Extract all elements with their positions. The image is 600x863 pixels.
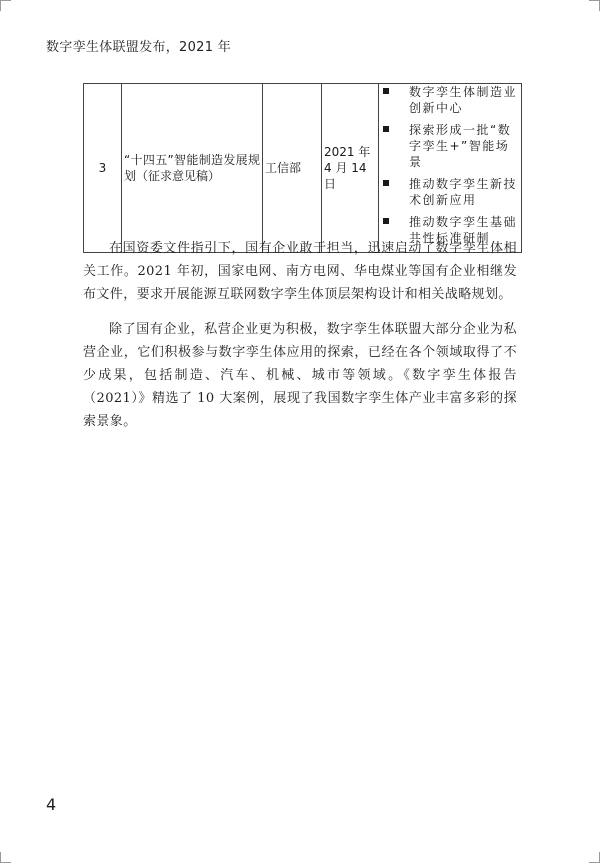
list-item xyxy=(381,122,519,170)
crop-mark-bottom-right xyxy=(589,852,600,863)
list-item-text: 探索形成一批“数字孪生+”智能场景 xyxy=(409,123,512,169)
crop-mark-bottom-left xyxy=(0,852,11,863)
crop-mark-top-right xyxy=(589,0,600,11)
list-item xyxy=(381,84,519,116)
square-bullet-icon xyxy=(383,218,389,224)
table-row xyxy=(84,84,522,253)
key-points-cell xyxy=(379,84,522,253)
square-bullet-icon xyxy=(383,126,389,132)
list-item-text: 推动数字孪生基础共性标准研制 xyxy=(409,215,518,245)
square-bullet-icon xyxy=(383,180,389,186)
policy-table xyxy=(83,83,522,253)
crop-mark-top-left xyxy=(0,0,11,11)
body-paragraph: 除了国有企业，私营企业更为积极，数字孪生体联盟大部分企业为私营企业，它们积极参与数字孪生体应用的探索，已经在各个领域取得了不少成果，包括制造、汽车、机械、城市等领域。《数字孪生体报告（2021）》精选了 10 大案例，展现了我国数字孪生体产业丰富多彩的探索景象。 xyxy=(83,322,517,429)
issue-date: 2021 年 4 月 14 日 xyxy=(322,84,379,253)
body-paragraph: 在国资委文件指引下，国有企业敢于担当，迅速启动了数字孪生体相关工作。2021 年初，国家电网、南方电网、华电煤业等国有企业相继发布文件，要求开展能源互联网数字孪生体顶层架构设计和相关战略规划。 xyxy=(83,241,517,302)
page-number: 4 xyxy=(46,795,57,814)
list-item-text: 数字孪生体制造业创新中心 xyxy=(409,85,518,115)
square-bullet-icon xyxy=(383,88,389,94)
list-item xyxy=(381,176,519,208)
policy-name: “十四五”智能制造发展规划（征求意见稿） xyxy=(122,84,263,253)
row-number: 3 xyxy=(84,84,122,253)
key-points-list xyxy=(381,84,519,246)
list-item-text: 推动数字孪生新技术创新应用 xyxy=(409,177,518,207)
issuing-department: 工信部 xyxy=(263,84,322,253)
running-header: 数字孪生体联盟发布，2021 年 xyxy=(46,40,232,55)
